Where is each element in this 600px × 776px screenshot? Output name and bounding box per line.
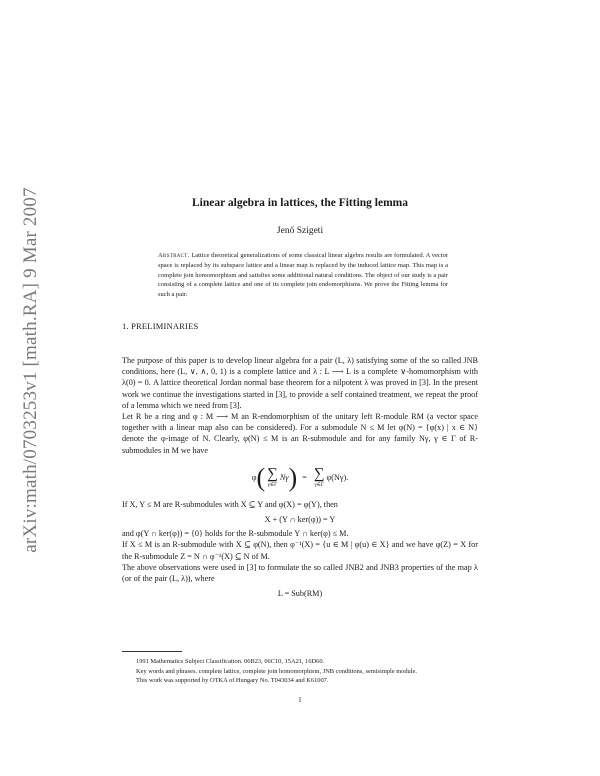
sum-subscript-right: γ∈Γ	[314, 482, 324, 489]
sum-symbol-left: ∑ γ∈Γ	[267, 466, 278, 489]
footnote-funding: This work was supported by OTKA of Hungary No. T043034 and K61007.	[136, 677, 329, 684]
section-number: 1.	[122, 321, 129, 331]
paragraph-ring-module: Let R be a ring and φ : M ⟶ M an R-endomorphism of the unitary left R-module RM (a vector space together with a linear map also can be considered). For a submodule N ≤ M let φ(N) = {φ(x) | x ∈ N} denote the φ-image of N. Clearly, φ(N) ≤ M is an R-submodule and for any family Nγ, γ ∈ Γ of R-submodules in M we have	[122, 412, 478, 455]
page-number: 1	[298, 697, 302, 704]
arxiv-sidebar	[18, 160, 44, 580]
abstract-text: Lattice theoretical generalizations of some classical linear algebra results are formulated. A vector space is replaced by its subspace lattice and a linear map is replaced by the induced lattice map. This map is a complete join homomorphism and satisfies some additional natural conditions. The object of our study is a pair consisting of a complete lattice and one of its complete join endomorphisms. We prove the Fitting lemma for such a pair.	[158, 252, 448, 299]
arxiv-identifier: arXiv:math/0703253v1 [math.RA] 9 Mar 2007	[20, 187, 41, 553]
sum-subscript-left: γ∈Γ	[267, 482, 278, 489]
paper-title: Linear algebra in lattices, the Fitting lemma	[191, 197, 409, 209]
eq-term: Nγ	[279, 473, 289, 483]
footnote-msc: 1991 Mathematics Subject Classification. 06B23, 06C10, 15A21, 16D60.	[136, 658, 325, 665]
equation-sub-lattice: L = Sub(RM)	[277, 589, 323, 599]
footnote-rule	[122, 651, 182, 652]
eq-open-paren: (	[256, 462, 266, 492]
abstract	[158, 251, 448, 300]
paragraph-purpose: The purpose of this paper is to develop linear algebra for a pair (L, λ) satisfying some of the so called JNB conditions, here (L, ∨, ∧, 0, 1) is a complete lattice and λ : L ⟶ L is a complete ∨-homomorphism with λ(0) = 0. A lattice theoretical Jordan normal base theorem for a nilpotent λ was proved in [3]. In the present work we continue the investigations started in [3], to provide a self contained treatment, we repeat the proof of a lemma which we need from [3].	[122, 356, 478, 410]
abstract-label: Abstract.	[158, 252, 190, 259]
eq-close-paren: )	[288, 462, 298, 492]
eq-equals: =	[302, 473, 307, 483]
section-body	[122, 355, 478, 602]
paragraph-kernel: and φ(Y ∩ ker(φ)) = {0} holds for the R-submodule Y ∩ ker(φ) ≤ M.	[122, 529, 349, 539]
sum-symbol-right: ∑ γ∈Γ	[313, 466, 325, 489]
eq-phi: φ	[251, 473, 257, 483]
section-title: PRELIMINARIES	[131, 321, 199, 331]
paragraph-preimage: If X ≤ M is an R-submodule with X ⊆ φ(N), then φ⁻¹(X) = {u ∈ M | φ(u) ∈ X} and we have φ(Z) = X for the R-submodule Z = N ∩ φ⁻¹(X) ⊆ N of M.	[122, 540, 478, 561]
footnote-keywords: Key words and phrases. complete lattice, complete join homomorphism, JNB conditions, semisimple module.	[136, 667, 417, 675]
equation-kernel: X + (Y ∩ ker(φ)) = Y	[264, 515, 336, 525]
paragraph-submodules: If X, Y ≤ M are R-submodules with X ⊆ Y and φ(X) = φ(Y), then	[122, 499, 338, 509]
eq-rhs: φ(Nγ).	[326, 473, 349, 483]
equation-sum	[122, 458, 478, 498]
section-heading	[122, 321, 198, 331]
paper-author: Jenő Szigeti	[276, 226, 324, 236]
footnotes	[122, 657, 478, 686]
paragraph-observations: The above observations were used in [3] to formulate the so called JNB2 and JNB3 properties of the map λ (or of the pair (L, λ)), where	[122, 562, 478, 584]
